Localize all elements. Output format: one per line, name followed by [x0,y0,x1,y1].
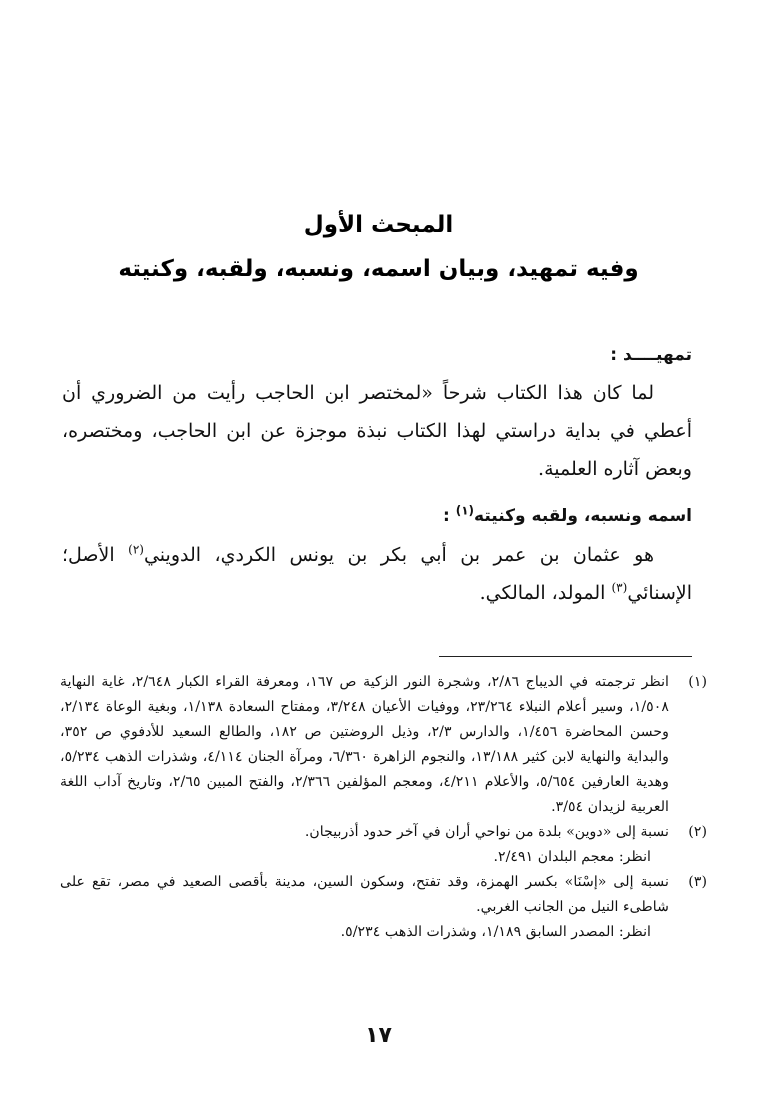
footnote-text: انظر ترجمته في الديباج ٢/٨٦، وشجرة النور الزكية ص ١٦٧، ومعرفة القراء الكبار ٢/٦٤٨، غاية النهاية ١/٥٠٨، وسير أعلام النبلاء ٢٣/٢٦٤، ووفيات الأعيان ٣/٢٤٨، ومفتاح السعادة ١/١٣٨، وبغية الوعاة ٢/١٣٤، وحسن المحاضرة ١/٤٥٦، والدارس ٢/٣، وذيل الروضتين ص ١٨٢، والطالع السعيد للأدفوي ص ٣٥٢، والبداية والنهاية لابن كثير ١٣/١٨٨، والنجوم الزاهرة ٦/٣٦٠، ومرآة الجنان ٤/١١٤، وشذرات الذهب ٥/٢٣٤، وهدية العارفين ٥/٦٥٤، والأعلام ٤/٢١١، ومعجم المؤلفين ٢/٣٦٦، والفتح المبين ٢/٦٥، وتاريخ آداب اللغة العربية لزيدان ٣/٥٤. [60,674,670,815]
footnote-number: (٣) [688,874,707,890]
footnote-ref-1: (١) [455,503,475,518]
footnote-body [60,870,669,945]
footnote-text: نسبة إلى «إسْنَا» بكسر الهمزة، وقد تفتح، وسكون السين، مدينة بأقصى الصعيد في مصر، تقع على شاطىء النيل من الجانب الغربي. [60,874,669,915]
footnote-number: (٢) [688,824,707,840]
footnote-ref-2: (٢) [128,542,144,557]
footnote-3 [60,870,707,945]
footnote-ref-3: (٣) [611,580,628,595]
name-text-3: المولد، المالكي. [479,582,612,604]
intro-heading: تمهيــــد : [610,345,692,365]
footnote-text: نسبة إلى «دوين» بلدة من نواحي أران في آخر حدود أذربيجان. [304,824,669,840]
chapter-title: المبحث الأول [303,212,454,238]
name-section-heading-text: اسمه ونسبه، ولقبه وكنيته [474,506,692,526]
footnote-body [60,820,669,870]
page-number: ١٧ [365,1023,392,1048]
name-text-2: الأصل؛ الإسنائي [62,544,692,604]
name-section-heading-colon: : [442,506,450,526]
footnote-1 [60,670,707,820]
footnotes [60,670,707,945]
footnote-reference: انظر: معجم البلدان ٢/٤٩١. [493,849,651,865]
footnote-number: (١) [688,674,707,690]
name-paragraph [62,536,692,612]
footnote-reference: انظر: المصدر السابق ١/١٨٩، وشذرات الذهب ٥/٢٣٤. [340,924,651,940]
chapter-subtitle: وفيه تمهيد، وبيان اسمه، ونسبه، ولقبه، وكنيته [118,256,639,282]
name-section-heading [62,503,692,526]
intro-paragraph: لما كان هذا الكتاب شرحاً «لمختصر ابن الحاجب رأيت من الضروري أن أعطي في بداية دراستي لهذا الكتاب نبذة موجزة عن ابن الحاجب، ومختصره، وبعض آثاره العلمية. [62,382,692,480]
footnote-separator [439,656,692,657]
footnote-2 [60,820,707,870]
name-text-1: هو عثمان بن عمر بن أبي بكر بن يونس الكردي، الدويني [143,544,655,566]
